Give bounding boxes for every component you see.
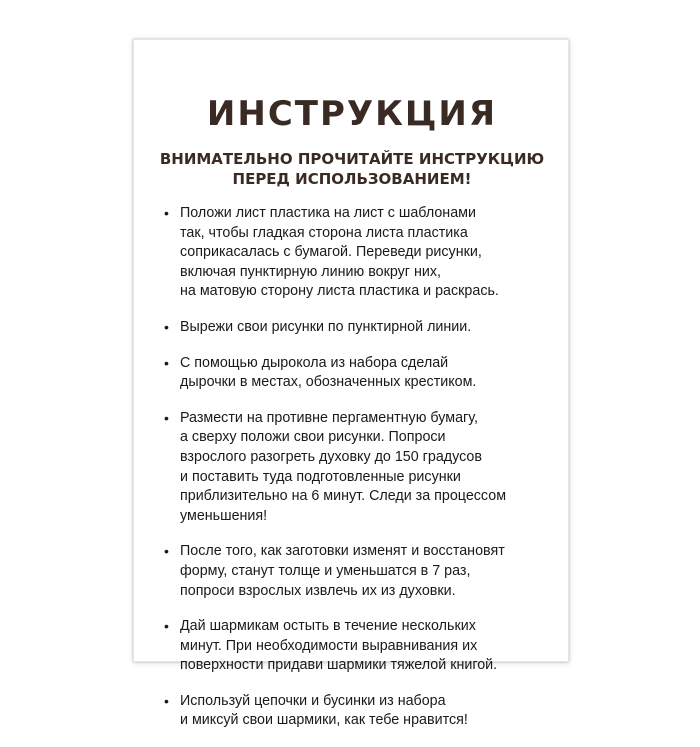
list-item [164,354,559,393]
bullet-icon: • [164,354,169,371]
item-text-line: Вырежи свои рисунки по пунктирной линии. [180,318,472,335]
item-text-line: дырочки в местах, обозначенных крестиком. [180,374,477,391]
bullet-icon: • [164,618,169,635]
instruction-sheet [133,39,569,729]
bullet-icon: • [164,318,169,335]
item-text-line: попроси взрослых извлечь их из духовки. [180,582,456,599]
list-item [164,692,559,731]
item-text-line: включая пунктирную линию вокруг них, [180,263,441,280]
list-item [164,542,559,601]
instruction-list [164,204,559,747]
list-item [164,409,559,527]
subtitle-line: ПЕРЕД ИСПОЛЬЗОВАНИЕМ! [232,170,472,188]
item-text-line: приблизительно на 6 минут. Следи за процессом [180,488,507,505]
subtitle-line: ВНИМАТЕЛЬНО ПРОЧИТАЙТЕ ИНСТРУКЦИЮ [159,150,545,168]
list-item [164,617,559,676]
item-text-line: уменьшения! [180,507,268,524]
bullet-icon: • [164,692,169,709]
item-text-line: форму, станут толще и уменьшатся в 7 раз, [180,562,471,579]
list-item [164,318,559,338]
item-text-line: Дай шармикам остыть в течение нескольких [180,618,476,635]
bullet-icon: • [164,409,169,426]
item-text-line: поверхности придави шармики тяжелой книгой. [180,657,498,674]
bullet-icon: • [164,205,169,221]
list-item [164,204,559,302]
bullet-icon: • [164,543,169,560]
item-text-line: так, чтобы гладкая сторона листа пластика [180,224,468,241]
item-text-line: соприкасалась с бумагой. Переведи рисунки, [180,244,482,261]
item-text-line: С помощью дырокола из набора сделай [180,354,449,371]
item-text-line: и миксуй свои шармики, как тебе нравится! [180,712,468,729]
item-text-line: на матовую сторону листа пластика и раскрась. [180,283,499,300]
item-text-line: После того, как заготовки изменят и восстановят [180,543,505,560]
item-text-line: и поставить туда подготовленные рисунки [180,468,461,485]
item-text-line: Положи лист пластика на лист с шаблонами [180,205,476,221]
item-text-line: минут. При необходимости выравнивания их [180,637,478,654]
item-text-line: а сверху положи свои рисунки. Попроси [180,429,446,446]
item-text-line: Размести на противне пергаментную бумагу, [180,409,478,426]
subtitle [134,149,570,189]
item-text-line: Используй цепочки и бусинки из набора [180,692,446,709]
item-text-line: взрослого разогреть духовку до 150 градусов [180,448,482,465]
page-title: ИНСТРУКЦИЯ [206,94,498,134]
